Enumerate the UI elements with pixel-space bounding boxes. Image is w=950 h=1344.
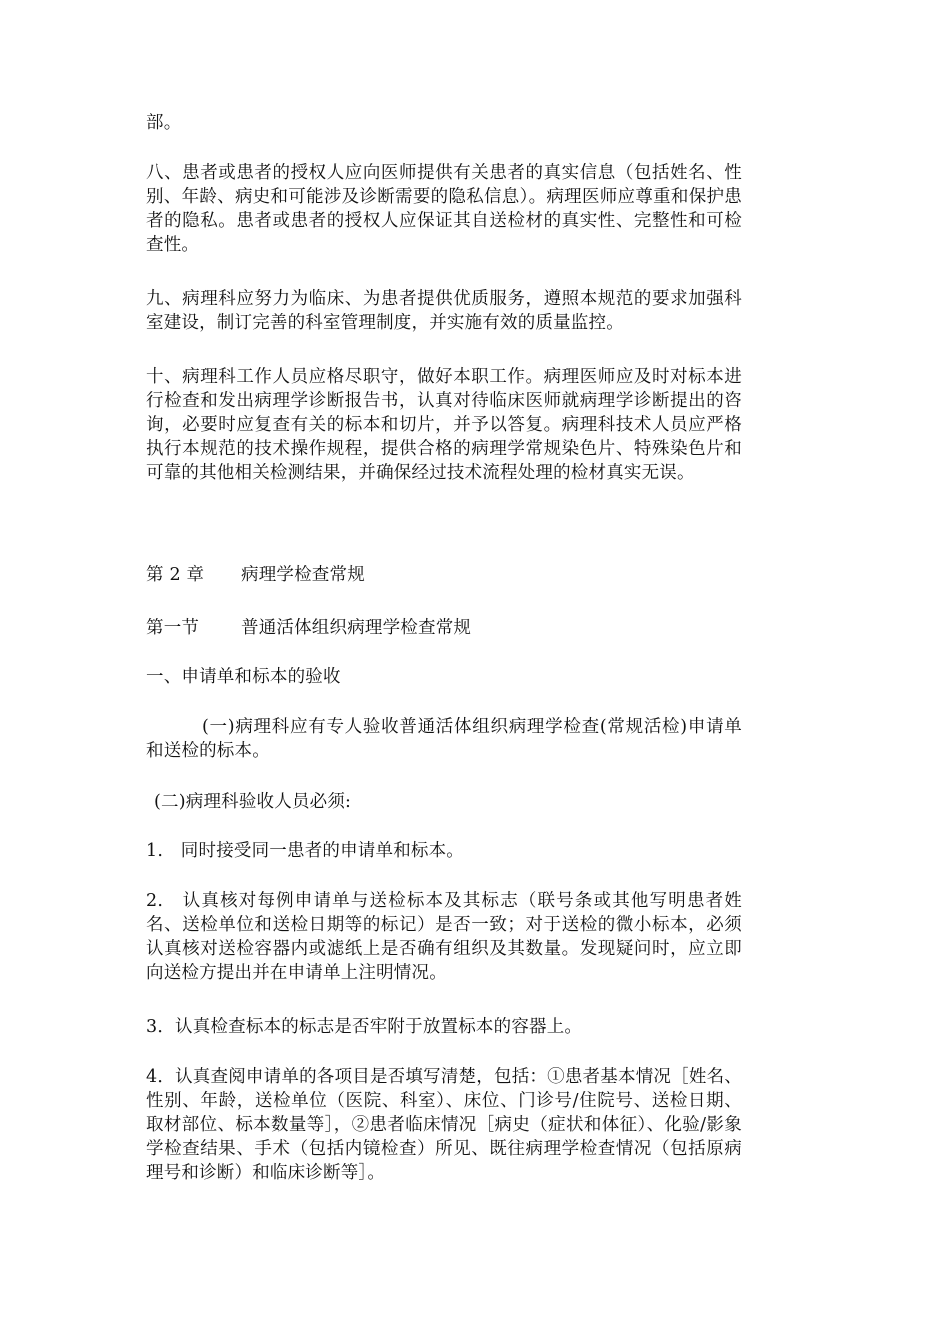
paragraph-nine: 九、病理科应努力为临床、为患者提供优质服务，遵照本规范的要求加强科室建设，制订完善的科室管理制度，并实施有效的质量监控。 <box>146 289 742 333</box>
chapter-heading <box>146 563 746 587</box>
section-heading <box>146 616 746 640</box>
chapter-number: 第 2 章 <box>146 565 205 585</box>
numbered-item-2: 2. 认真核对每例申请单与送检标本及其标志（联号条或其他写明患者姓名、送检单位和送检日期等的标记）是否一致；对于送检的微小标本，必须认真核对送检容器内或滤纸上是否确有组织及其数量。发现疑问时，应立即向送检方提出并在申请单上注明情况。 <box>146 891 742 983</box>
section-number: 第一节 <box>146 618 200 638</box>
paragraph-ten: 十、病理科工作人员应格尽职守，做好本职工作。病理医师应及时对标本进行检查和发出病理学诊断报告书，认真对待临床医师就病理学诊断提出的咨询，必要时应复查有关的标本和切片，并予以答复。病理科技术人员应严格执行本规范的技术操作规程，提供合格的病理学常规染色片、特殊染色片和可靠的其他相关检测结果，并确保经过技术流程处理的检材真实无误。 <box>146 367 742 483</box>
chapter-title: 病理学检查常规 <box>241 565 365 585</box>
item-two: (二)病理科验收人员必须: <box>154 792 352 812</box>
subsection-heading: 一、申请单和标本的验收 <box>146 667 341 687</box>
item-one: (一)病理科应有专人验收普通活体组织病理学检查(常规活检)申请单和送检的标本。 <box>146 717 742 761</box>
numbered-item-3: 3．认真检查标本的标志是否牢附于放置标本的容器上。 <box>146 1017 583 1037</box>
section-title: 普通活体组织病理学检查常规 <box>241 618 472 638</box>
paragraph-eight: 八、患者或患者的授权人应向医师提供有关患者的真实信息（包括姓名、性别、年龄、病史和可能涉及诊断需要的隐私信息）。病理医师应尊重和保护患者的隐私。患者或患者的授权人应保证其自送检材的真实性、完整性和可检查性。 <box>146 163 742 255</box>
paragraph-continuation: 部。 <box>146 113 182 133</box>
numbered-item-4: 4．认真查阅申请单的各项目是否填写清楚，包括：①患者基本情况［姓名、性别、年龄，送检单位（医院、科室）、床位、门诊号/住院号、送检日期、取材部位、标本数量等］，②患者临床情况［病史（症状和体征）、化验/影象学检查结果、手术（包括内镜检查）所见、既往病理学检查情况（包括原病理号和诊断）和临床诊断等］。 <box>146 1067 742 1183</box>
numbered-item-1: 1. 同时接受同一患者的申请单和标本。 <box>146 841 464 861</box>
